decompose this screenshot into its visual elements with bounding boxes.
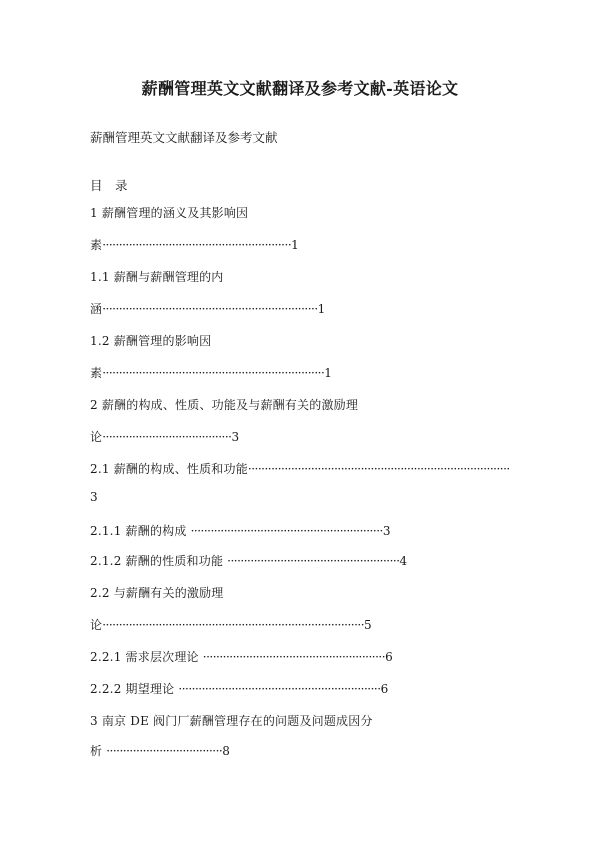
toc-entry-title: 2.2.2 期望理论	[90, 682, 179, 696]
toc-entry-title: 涵	[90, 302, 103, 316]
toc-entry[interactable]	[90, 648, 393, 665]
toc-entry[interactable]	[90, 490, 98, 504]
toc-entry[interactable]	[90, 428, 239, 445]
toc-page-number: 1	[317, 302, 326, 316]
page-title: 薪酬管理英文文献翻译及参考文献-英语论文	[141, 79, 459, 98]
toc-entry[interactable]	[90, 300, 326, 317]
toc-entry-title: 2.1 薪酬的构成、性质和功能	[90, 462, 248, 476]
toc-entry-title: 析	[90, 744, 107, 758]
toc-entry[interactable]	[90, 236, 299, 253]
document-subtitle: 薪酬管理英文文献翻译及参考文献	[90, 130, 278, 145]
toc-entry[interactable]	[90, 712, 373, 729]
toc-leader-dots: ···································	[106, 744, 223, 758]
toc-leader-dots: ··························································	[190, 524, 383, 538]
toc-page-number: 3	[382, 524, 391, 538]
toc-entry-title: 1.2 薪酬管理的影响因	[90, 334, 212, 348]
toc-leader-dots: ·······································	[102, 430, 232, 444]
toc-page-number: 5	[364, 618, 372, 632]
toc-entry[interactable]	[90, 552, 407, 569]
toc-entry-title: 3 南京 DE 阀门厂薪酬管理存在的问题及问题成因分	[90, 714, 373, 728]
toc-entry-title: 2.2 与薪酬有关的激励理	[90, 586, 224, 600]
toc-leader-dots: ···············································································	[247, 462, 510, 476]
toc-entry[interactable]	[90, 364, 332, 381]
toc-page-number: 1	[291, 238, 299, 252]
toc-leader-dots: ·······················································	[202, 650, 386, 664]
toc-page-number: 3	[231, 430, 240, 444]
toc-page-number: 8	[222, 744, 231, 758]
toc-entry-title: 素	[90, 238, 103, 252]
toc-entry-title: 2.1.2 薪酬的性质和功能	[90, 554, 228, 568]
toc-leader-dots: ·····························································	[178, 682, 381, 696]
toc-entry-title: 论	[90, 618, 103, 632]
toc-entry[interactable]	[90, 332, 211, 349]
toc-entry-title: 3	[90, 490, 98, 504]
toc-entry[interactable]	[90, 460, 510, 477]
toc-entry[interactable]	[90, 396, 358, 413]
toc-entry[interactable]	[90, 742, 230, 759]
toc-leader-dots: ···································································	[102, 366, 325, 380]
toc-entry[interactable]	[90, 204, 248, 221]
toc-entry-title: 2.2.1 需求层次理论	[90, 650, 203, 664]
toc-entry[interactable]	[90, 268, 224, 285]
toc-entry[interactable]	[90, 680, 388, 697]
toc-entry-title: 2 薪酬的构成、性质、功能及与薪酬有关的激励理	[90, 398, 359, 412]
toc-entry[interactable]	[90, 522, 391, 539]
toc-entry-title: 1.1 薪酬与薪酬管理的内	[90, 270, 224, 284]
toc-entry-title: 素	[90, 366, 103, 380]
toc-heading: 目 录	[90, 178, 128, 193]
toc-entry[interactable]	[90, 584, 224, 601]
toc-leader-dots: ···············································································	[102, 618, 365, 632]
toc-leader-dots: ·························································	[102, 238, 292, 252]
toc-entry-title: 论	[90, 430, 103, 444]
toc-leader-dots: ····················································	[227, 554, 400, 568]
toc-entry-title: 1 薪酬管理的涵义及其影响因	[90, 206, 249, 220]
toc-page-number: 4	[399, 554, 408, 568]
toc-leader-dots: ·································································	[102, 302, 318, 316]
toc-page-number: 6	[385, 650, 393, 664]
toc-entry-title: 2.1.1 薪酬的构成	[90, 524, 191, 538]
toc-page-number: 1	[324, 366, 333, 380]
toc-page-number: 6	[380, 682, 389, 696]
toc-entry[interactable]	[90, 616, 372, 633]
